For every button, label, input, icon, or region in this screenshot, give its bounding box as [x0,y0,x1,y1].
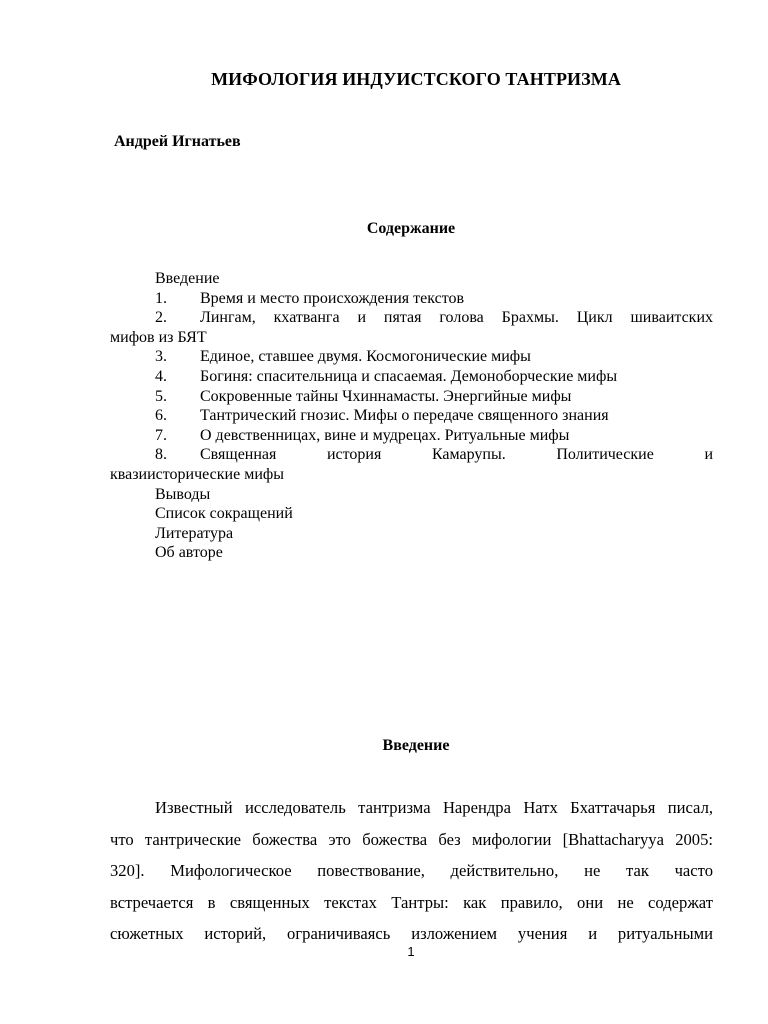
section-heading-intro: Введение [382,737,450,754]
document-title: МИФОЛОГИЯ ИНДУИСТСКОГО ТАНТРИЗМА [211,69,621,89]
toc-item-text: Священная история Камарупы. Политические и [200,446,713,464]
page-number: 1 [407,944,415,959]
toc-item-7 [110,426,713,446]
table-of-contents [110,269,713,563]
toc-item-number: 5. [155,387,167,405]
toc-item-text: Единое, ставшее двумя. Космогонические мифы [200,348,531,366]
toc-item-3 [110,347,713,367]
paragraph-line: что тантрические божества это божества без мифологии [Bhattacharyya 2005: [110,829,713,849]
toc-item-4 [110,367,713,387]
toc-item-1 [110,289,713,309]
toc-item-text: О девственницах, вине и мудрецах. Ритуальные мифы [200,426,570,444]
toc-item-number: 4. [155,367,167,385]
toc-item-text: Лингам, кхатванга и пятая голова Брахмы. Цикл шиваитских [200,309,713,327]
paragraph-line: встречается в священных текстах Тантры: как правило, они не содержат [110,892,713,912]
toc-item-2 [110,308,713,328]
intro-paragraph [110,792,713,950]
toc-item-intro: Введение [155,270,220,287]
toc-item-5 [110,387,713,407]
toc-item-number: 6. [155,407,167,425]
toc-item-8 [110,445,713,465]
toc-item-2-continuation: мифов из БЯТ [110,328,207,346]
toc-item-abbreviations: Список сокращений [155,505,293,523]
toc-item-text: Сокровенные тайны Чхиннамасты. Энергийные мифы [200,387,572,405]
toc-item-number: 7. [155,426,167,444]
toc-item-number: 2. [155,309,167,327]
toc-item-about-author: Об авторе [155,544,223,562]
paragraph-line: сюжетных историй, ограничиваясь изложением учения и ритуальными [110,924,713,943]
toc-item-text: Богиня: спасительница и спасаемая. Демоноборческие мифы [200,367,618,385]
paragraph-line: Известный исследователь тантризма Нарендра Натх Бхаттачарья писал, [155,798,713,817]
author-name: Андрей Игнатьев [114,133,241,150]
toc-item-6 [110,406,713,426]
toc-item-number: 3. [155,348,167,366]
toc-item-text: Тантрический гнозис. Мифы о передаче священного знания [200,407,609,425]
toc-heading: Содержание [366,220,456,237]
paragraph-line: 320]. Мифологическое повествование, действительно, не так часто [110,861,713,880]
toc-item-number: 8. [155,446,167,464]
toc-item-8-continuation: квазиисторические мифы [110,465,284,483]
toc-item-conclusions: Выводы [155,485,211,503]
toc-item-text: Время и место происхождения текстов [200,289,465,307]
toc-item-number: 1. [155,289,167,307]
toc-item-literature: Литература [155,524,234,542]
